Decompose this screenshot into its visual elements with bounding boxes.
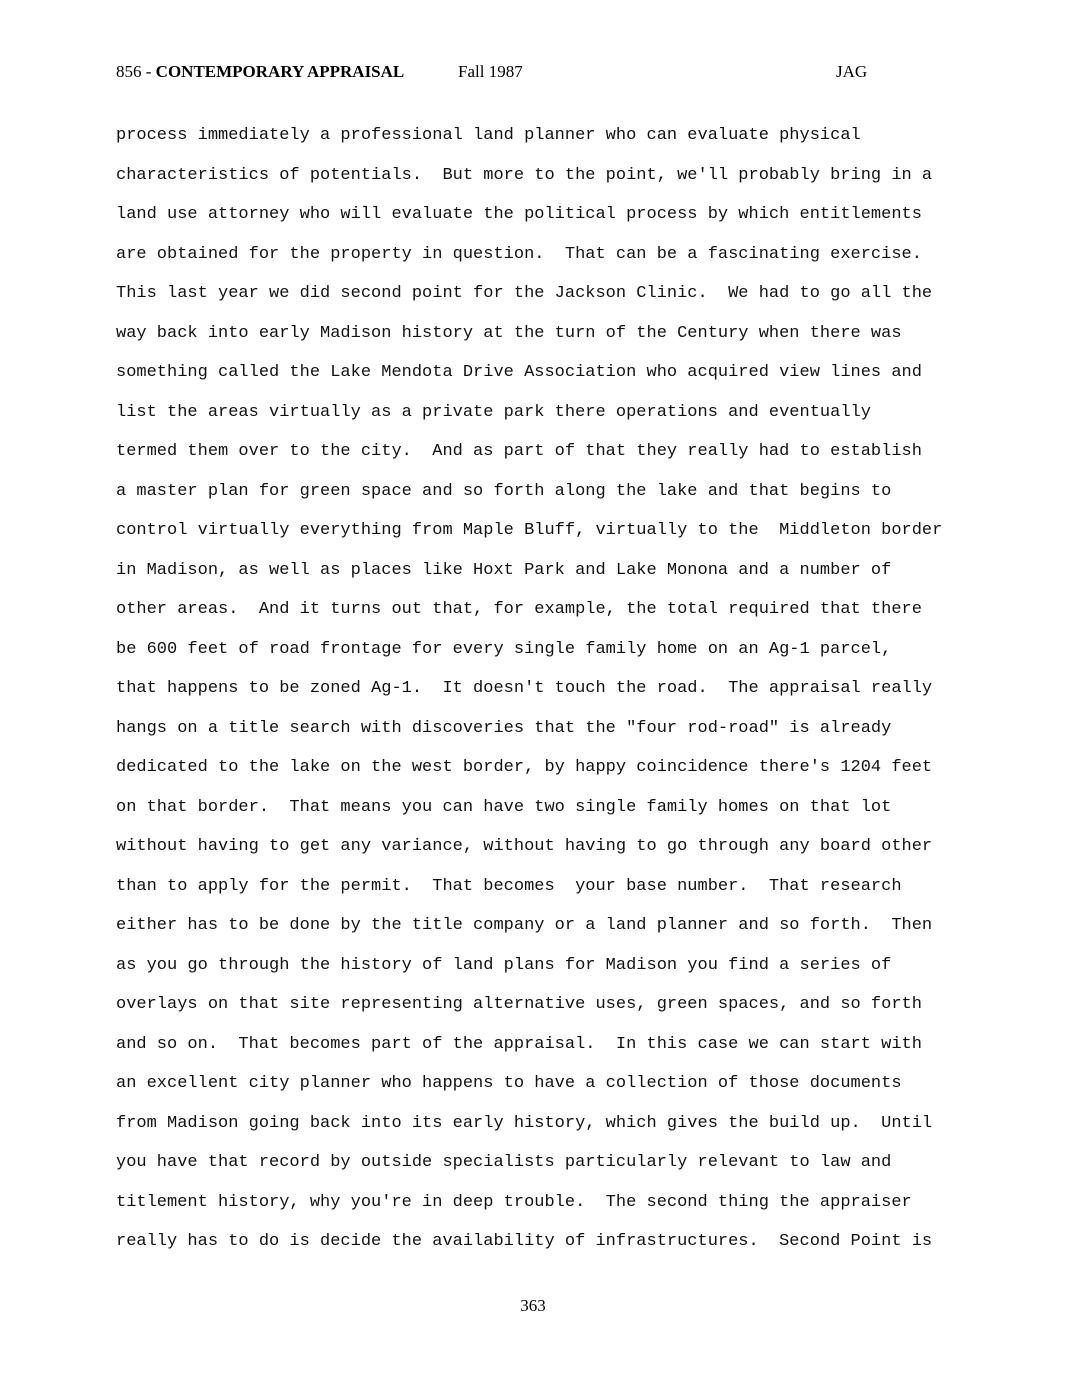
page-number: 363 xyxy=(520,1296,546,1315)
text-line: from Madison going back into its early history, which gives the build up. Until xyxy=(116,1113,933,1133)
text-line: either has to be done by the title company or a land planner and so forth. Then xyxy=(116,916,933,935)
text-line: termed them over to the city. And as part of that they really had to establish xyxy=(116,442,922,461)
text-line: you have that record by outside specialists particularly relevant to law and xyxy=(116,1153,892,1172)
text-line: control virtually everything from Maple Bluff, virtually to the Middleton border xyxy=(116,521,943,540)
text-line: dedicated to the lake on the west border, by happy coincidence there's 1204 feet xyxy=(116,758,933,777)
text-line: a master plan for green space and so forth along the lake and that begins to xyxy=(116,481,892,501)
text-line: really has to do is decide the availability of infrastructures. Second Point is xyxy=(116,1232,933,1251)
text-line: way back into early Madison history at the turn of the Century when there was xyxy=(116,323,902,343)
text-line: land use attorney who will evaluate the political process by which entitlements xyxy=(116,205,922,224)
transcript-body xyxy=(116,122,1016,1268)
term-label: Fall 1987 xyxy=(458,62,523,81)
text-line: in Madison, as well as places like Hoxt Park and Lake Monona and a number of xyxy=(116,560,892,580)
text-line: an excellent city planner who happens to have a collection of those documents xyxy=(116,1074,902,1093)
text-line: as you go through the history of land plans for Madison you find a series of xyxy=(116,955,892,975)
text-line: are obtained for the property in question. That can be a fascinating exercise. xyxy=(116,244,922,264)
text-line: be 600 feet of road frontage for every single family home on an Ag-1 parcel, xyxy=(116,639,892,659)
text-line: other areas. And it turns out that, for example, the total required that there xyxy=(116,600,922,619)
text-line: that happens to be zoned Ag-1. It doesn't touch the road. The appraisal really xyxy=(116,679,933,698)
course-title: CONTEMPORARY APPRAISAL xyxy=(155,62,405,81)
text-line: characteristics of potentials. But more to the point, we'll probably bring in a xyxy=(116,165,933,185)
text-line: and so on. That becomes part of the appraisal. In this case we can start with xyxy=(116,1034,922,1054)
text-line: process immediately a professional land planner who can evaluate physical xyxy=(116,126,861,145)
course-number: 856 - xyxy=(116,62,156,81)
page-header xyxy=(116,62,876,86)
text-line: titlement history, why you're in deep trouble. The second thing the appraiser xyxy=(116,1192,912,1212)
text-line: than to apply for the permit. That becomes your base number. That research xyxy=(116,876,902,896)
course-heading xyxy=(116,62,404,82)
text-line: something called the Lake Mendota Drive Association who acquired view lines and xyxy=(116,363,922,382)
text-line: list the areas virtually as a private park there operations and eventually xyxy=(116,402,871,422)
text-line: on that border. That means you can have two single family homes on that lot xyxy=(116,797,892,817)
text-line: This last year we did second point for the Jackson Clinic. We had to go all the xyxy=(116,284,933,303)
text-line: overlays on that site representing alternative uses, green spaces, and so forth xyxy=(116,995,922,1014)
text-line: without having to get any variance, without having to go through any board other xyxy=(116,837,933,856)
text-line: hangs on a title search with discoveries that the "four rod-road" is already xyxy=(116,718,892,738)
author-initials: JAG xyxy=(836,62,868,81)
